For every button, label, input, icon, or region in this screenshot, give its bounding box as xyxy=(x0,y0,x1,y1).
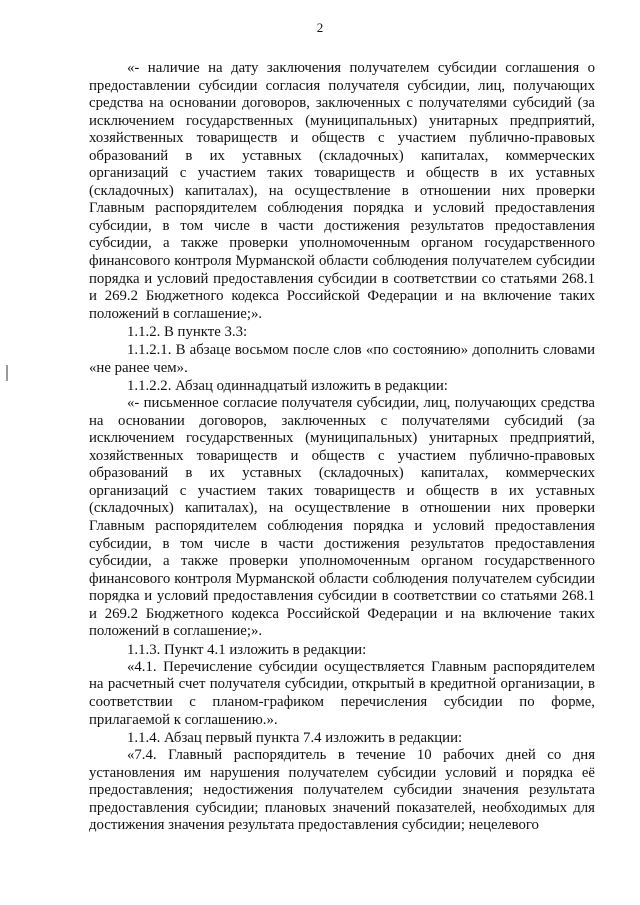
page-number: 2 xyxy=(316,20,324,35)
paragraph-1-1-4: 1.1.4. Абзац первый пункта 7.4 изложить в редакции: xyxy=(127,730,463,747)
margin-mark xyxy=(6,365,8,381)
paragraph-1-1-2-2: 1.1.2.2. Абзац одиннадцатый изложить в редакции: xyxy=(127,378,448,395)
paragraph-4-1: «4.1. Перечисление субсидии осуществляется Главным распорядителем на расчетный счет получателя субсидии, открытый в кредитной организации, в соответствии с планом-графиком перечисления субсидии по форме, прилагаемой к соглашению.». xyxy=(89,658,595,728)
paragraph-1-1-2-1: 1.1.2.1. В абзаце восьмом после слов «по состоянию» дополнить словами «не ранее чем». xyxy=(89,342,595,377)
paragraph-7-4: «7.4. Главный распорядитель в течение 10 рабочих дней со дня установления им нарушения получателем субсидии условий и порядка её предоставления; недостижения получателем субсидии значения результата предоставления субсидии; плановых значений показателей, необходимых для достижения значения результата предоставления субсидии; нецелевого xyxy=(89,747,595,834)
paragraph-1-1-2: 1.1.2. В пункте 3.3: xyxy=(127,324,248,341)
paragraph-consent-presence: «- наличие на дату заключения получателем субсидии соглашения о предоставлении субсидии согласия получателя субсидии, лиц, получающих средства на основании договоров, заключенных с получателями субсидий (за исключением государственных (муниципальных) унитарных предприятий, хозяйственных товариществ и обществ с участием публично-правовых образований в их уставных (складочных) капиталах, коммерческих организаций с участием таких товариществ и обществ в их уставных (складочных) капиталах), на осуществление в отношении них проверки Главным распорядителем соблюдения порядка и условий предоставления субсидии, в том числе в части достижения результатов предоставления субсидии, а также проверки уполномоченным органом государственного финансового контроля Мурманской области соблюдения получателем субсидии порядка и условий предоставления субсидии в соответствии со статьями 268.1 и 269.2 Бюджетного кодекса Российской Федерации и на включение таких положений в соглашение;». xyxy=(89,60,595,322)
paragraph-written-consent: «- письменное согласие получателя субсидии, лиц, получающих средства на основании договоров, заключенных с получателями субсидий (за исключением государственных (муниципальных) унитарных предприятий, хозяйственных товариществ и обществ с участием публично-правовых образований в их уставных (складочных) капиталах, коммерческих организаций с участием таких товариществ и обществ в их уставных (складочных) капиталах), на осуществление в отношении них проверки Главным распорядителем соблюдения порядка и условий предоставления субсидии, в том числе в части достижения результатов предоставления субсидии, а также проверки уполномоченным органом государственного финансового контроля Мурманской области соблюдения получателем субсидии порядка и условий предоставления субсидии в соответствии со статьями 268.1 и 269.2 Бюджетного кодекса Российской Федерации и на включение таких положений в соглашение;». xyxy=(89,395,595,640)
document-body xyxy=(89,60,595,835)
paragraph-1-1-3: 1.1.3. Пункт 4.1 изложить в редакции: xyxy=(127,641,367,658)
